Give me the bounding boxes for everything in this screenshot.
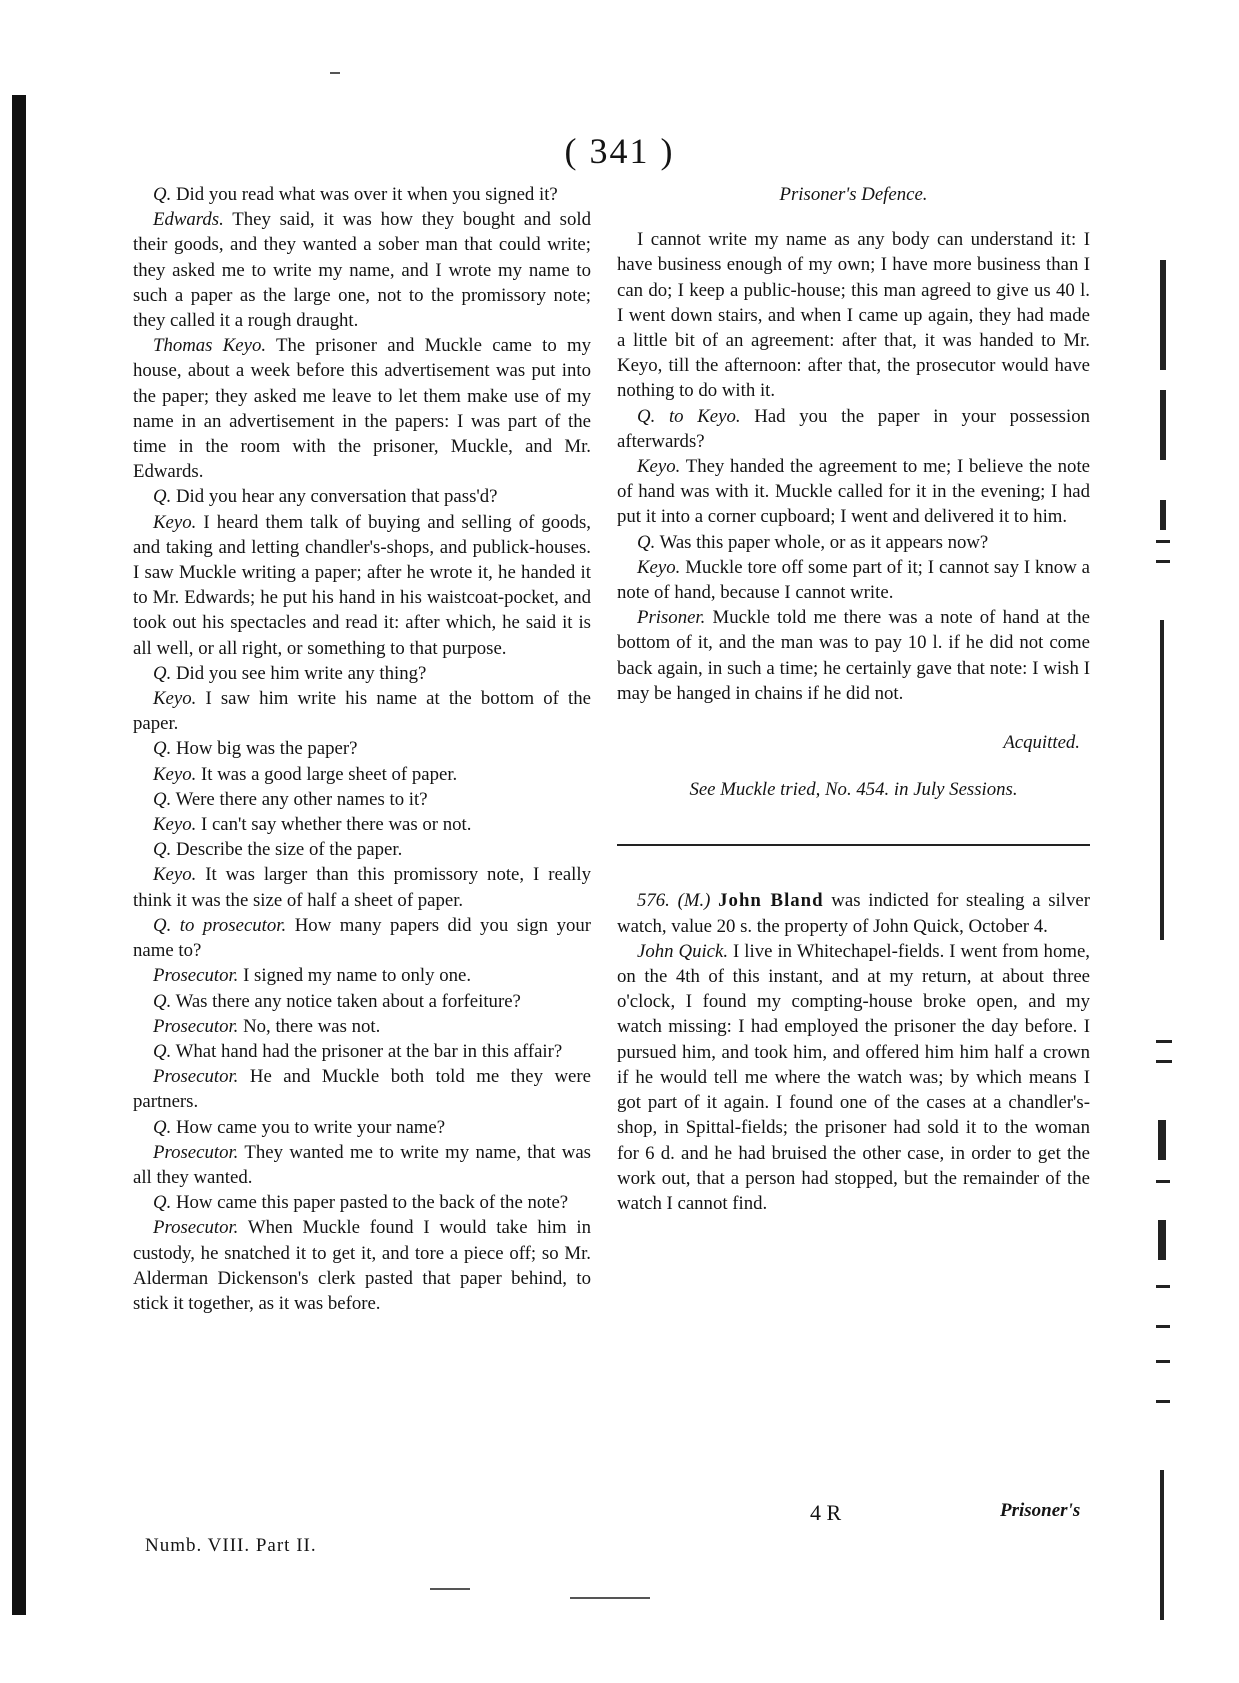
exchange-line: Thomas Keyo. The prisoner and Muckle came to my house, about a week before this advertisement was put into the paper; they asked me leave to let them make use of my name in an advertisement in the papers: I was part of the time in the room with the prisoner, Muckle, and Mr. Edwards.: [133, 335, 591, 483]
scan-edge-right: [1142, 60, 1222, 1620]
exchange-line: Q. How came you to write your name?: [153, 1116, 446, 1138]
issue-footer: Numb. VIII. Part II.: [145, 1535, 317, 1556]
exchange-line: Q. What hand had the prisoner at the bar in this affair?: [153, 1040, 563, 1062]
case-indictment: 576. (M.) John Bland was indicted for stealing a silver watch, value 20 s. the property of John Quick, October 4.: [617, 890, 1090, 937]
exchange-line: Keyo. Muckle tore off some part of it; I cannot say I know a note of hand, because I cannot write.: [617, 556, 1090, 604]
exchange-line: Q. Did you read what was over it when you signed it?: [153, 184, 558, 205]
exchange-line: Prosecutor. They wanted me to write my name, that was all they wanted.: [133, 1141, 591, 1188]
catchword: Prisoner's: [1000, 1500, 1081, 1521]
defence-text: I cannot write my name as any body can understand it: I have business enough of my own; I have more business than I can do; I keep a public-house; this man agreed to give us 40 l. I went down stairs, and when I came up again, they had made a little bit of an agreement: after that, it was handed to Mr. Keyo, till the afternoon: after that, the prosecutor would have nothing to do with it.: [617, 229, 1090, 402]
exchange-line: Q. to prosecutor. How many papers did you sign your name to?: [133, 914, 591, 962]
exchange-line: Keyo. It was larger than this promissory note, I really think it was the size of half a sheet of paper.: [133, 864, 591, 911]
exchange-line: Keyo. It was a good large sheet of paper.: [153, 763, 458, 785]
exchange-line: Keyo. I saw him write his name at the bottom of the paper.: [133, 688, 591, 735]
right-column: [617, 182, 1090, 1216]
cross-reference: See Muckle tried, No. 454. in July Sessions.: [689, 779, 1018, 801]
exchange-line: Keyo. I heard them talk of buying and selling of goods, and taking and letting chandler's-shops, and publick-houses. I saw Muckle writing a paper; after he wrote it, he handed it to Mr. Edwards; he put his hand in his waistcoat-pocket, and took out his spectacles and read it: after which, he said it is all well, or all right, or something to that purpose.: [133, 511, 591, 659]
exchange-line: Edwards. They said, it was how they bought and sold their goods, and they wanted a sober man that could write; they asked me to write my name, and I wrote my name to such a paper as the large one, not to the promissory note; they called it a rough draught.: [133, 209, 591, 332]
signature-mark: 4 R: [810, 1500, 842, 1525]
exchange-line: Q. Were there any other names to it?: [153, 788, 428, 810]
witness-testimony: John Quick. I live in Whitechapel-fields. I went from home, on the 4th of this instant, and at my return, at about three o'clock, I found my compting-house broke open, and my watch missing: I had employed the prisoner the day before. I pursued him, and took him, and offered him him half a crown if he would tell me where the watch was; by which means I got part of it again. I found one of the cases at a chandler's-shop, in Spittal-fields; the prisoner had sold it to the woman for 6 d. and he had bruised the other case, in order to get the work out, that a person had stopped, but the remainder of the watch I cannot find.: [617, 940, 1090, 1214]
exchange-line: Prosecutor. I signed my name to only one.: [153, 965, 472, 987]
exchange-line: Q. Describe the size of the paper.: [153, 839, 403, 861]
exchange-line: Q. How came this paper pasted to the back of the note?: [153, 1192, 569, 1214]
exchange-line: Prosecutor. He and Muckle both told me they were partners.: [133, 1066, 591, 1113]
exchange-line: Q. Was this paper whole, or as it appears now?: [637, 531, 989, 553]
exchange-line: Prisoner. Muckle told me there was a note of hand at the bottom of it, and the man was to pay 10 l. if he did not come back again, in such a time; he certainly gave that note: I wish I may be hanged in chains if he did not.: [617, 607, 1090, 704]
exchange-line: Prosecutor. No, there was not.: [153, 1015, 381, 1037]
scan-edge-left: [12, 95, 26, 1615]
exchange-line: Prosecutor. When Muckle found I would take him in custody, he snatched it to get it, and tore a piece off; so Mr. Alderman Dickenson's clerk pasted that paper behind, to stick it together, as it was before.: [133, 1217, 592, 1314]
section-heading: Prisoner's Defence.: [779, 184, 928, 205]
exchange-line: Q. How big was the paper?: [153, 738, 358, 760]
page-number: ( 341 ): [564, 131, 675, 171]
exchange-line: Q. to Keyo. Had you the paper in your possession afterwards?: [617, 405, 1090, 452]
exchange-line: Keyo. I can't say whether there was or not.: [153, 814, 472, 836]
exchange-line: Q. Did you see him write any thing?: [153, 662, 427, 684]
exchange-line: Q. Did you hear any conversation that pass'd?: [153, 486, 498, 508]
verdict: Acquitted.: [1003, 732, 1080, 754]
section-divider: [617, 844, 1090, 846]
exchange-line: Keyo. They handed the agreement to me; I believe the note of hand was with it. Muckle called for it in the evening; I had put it into a corner cupboard; I went and delivered it to him.: [617, 456, 1091, 528]
left-column: [133, 182, 591, 1316]
exchange-line: Q. Was there any notice taken about a forfeiture?: [153, 990, 521, 1012]
